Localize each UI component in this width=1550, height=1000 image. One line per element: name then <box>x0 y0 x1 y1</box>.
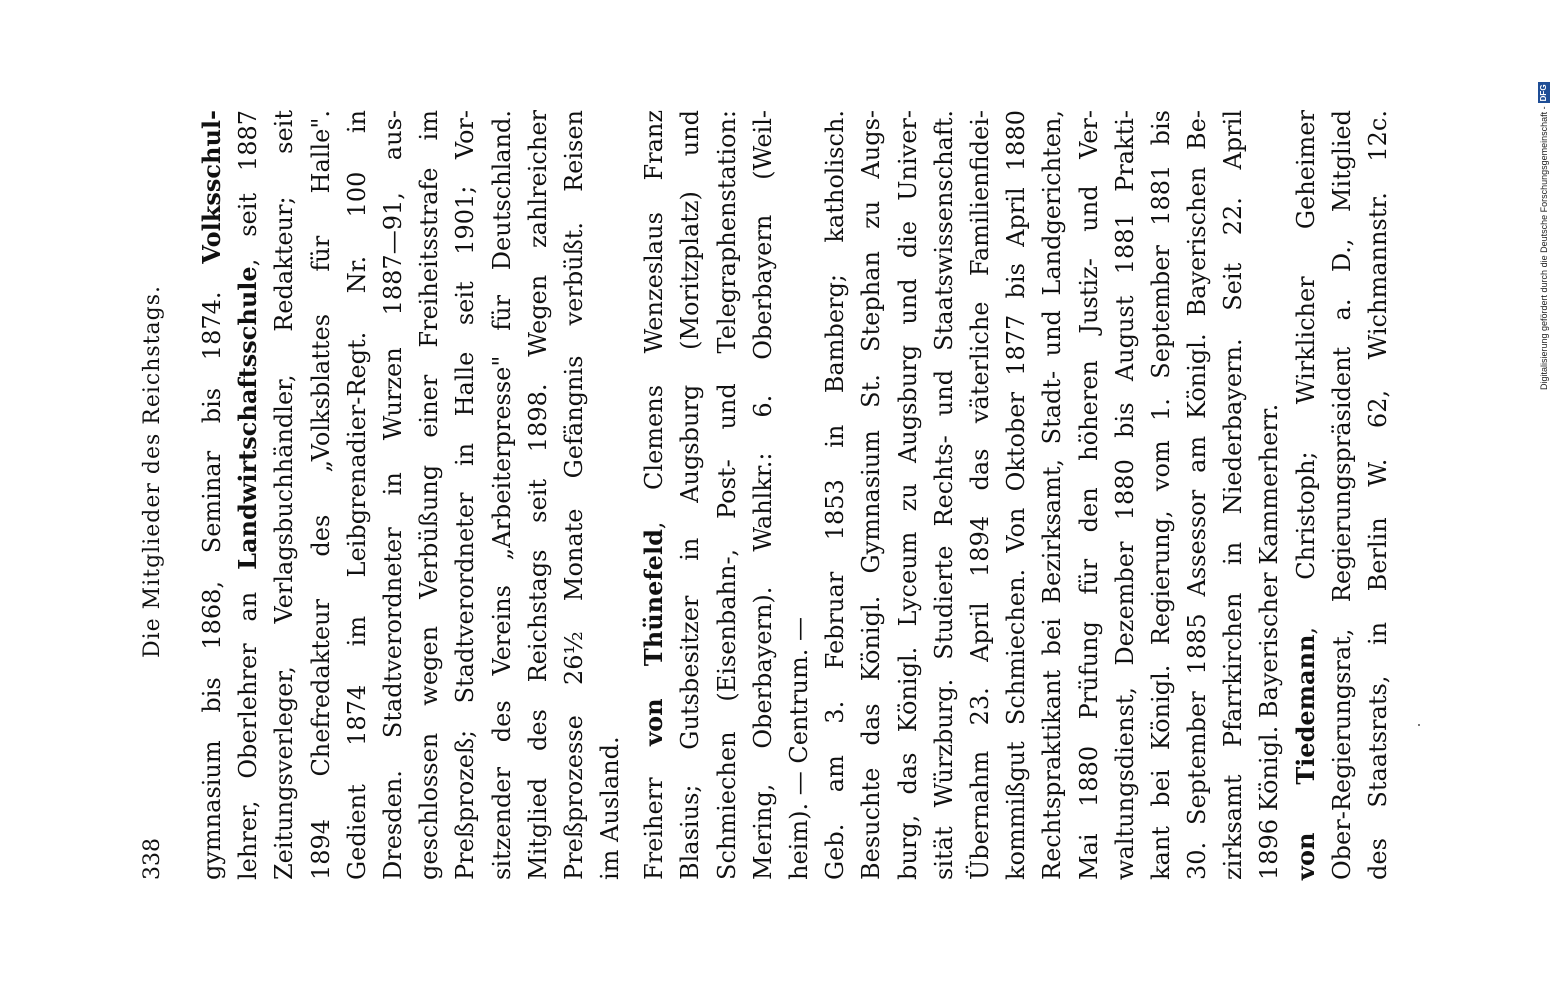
text-segment: , Christoph; Wirklicher Geheimer <box>1291 110 1320 635</box>
text-line <box>1360 110 1396 880</box>
text-segment: kant bei Königl. Regierung, vom 1. September 1881 bis <box>1146 110 1175 880</box>
text-line <box>817 110 853 880</box>
text-line <box>230 110 266 880</box>
bold-name: Landwirtschaftsschule <box>233 266 263 570</box>
text-line <box>339 110 375 880</box>
text-segment: Mai 1880 Prüfung für den höheren Justiz- und Ver- <box>1074 110 1103 880</box>
text-segment: Gedient 1874 im Leibgrenadier-Regt. Nr. 100 in <box>342 110 371 880</box>
text-line <box>962 110 998 880</box>
text-line <box>890 110 926 880</box>
rotated-page <box>140 109 1392 880</box>
margin-speck <box>1418 724 1420 726</box>
text-segment: kommißgut Schmiechen. Von Oktober 1877 bis April 1880 <box>1002 110 1031 880</box>
text-line <box>266 110 302 880</box>
body-text <box>194 110 1396 880</box>
text-line <box>556 110 592 880</box>
text-segment: Geb. am 3. Februar 1853 in Bamberg; katholisch. <box>821 110 850 880</box>
text-line <box>592 110 628 880</box>
text-segment: waltungsdienst, Dezember 1880 bis August 1881 Prakti- <box>1110 110 1139 880</box>
bold-name: von Thünefeld <box>639 529 669 746</box>
paragraph-gap <box>628 110 636 880</box>
text-line <box>672 110 708 880</box>
text-segment: Mitglied des Reichstags seit 1898. Wegen zahlreicher <box>523 110 552 880</box>
text-segment: Besuchte das Königl. Gymnasium St. Stephan zu Augs- <box>857 110 886 880</box>
text-segment: heim). — Centrum. — <box>785 617 813 880</box>
bold-name: von Tiedemann <box>1290 634 1320 880</box>
text-line <box>375 110 411 880</box>
dfg-logo: DFG <box>1539 84 1548 102</box>
text-line <box>853 110 889 880</box>
text-line <box>411 110 447 880</box>
page-number: 338 <box>140 838 165 880</box>
text-segment: , Clemens Wenzeslaus Franz <box>640 110 669 530</box>
text-segment: sitzender des Vereins „Arbeiterpresse" für Deutschland. <box>487 110 516 880</box>
text-segment: Zeitungsverleger, Verlagsbuchhändler, Redakteur; seit <box>270 110 299 880</box>
text-segment: Ober-Regierungsrat, Regierungspräsident a. D., Mitglied <box>1327 110 1356 880</box>
page-header <box>140 110 172 880</box>
text-line <box>926 110 962 880</box>
running-title: Die Mitglieder des Reichstags. <box>140 285 165 658</box>
text-segment: Schmiechen (Eisenbahn-, Post- und Telegraphenstation: <box>712 110 741 880</box>
text-segment: Rechtspraktikant bei Bezirksamt, Stadt- und Landgerichten, <box>1038 110 1067 880</box>
digitization-note-text: Digitalisierung gefördert durch die Deutsche Forschungsgemeinschaft - <box>1539 106 1549 390</box>
text-segment: Dresden. Stadtverordneter in Wurzen 1887—91, aus- <box>378 110 407 880</box>
text-segment: zirksamt Pfarrkirchen in Niederbayern. Seit 22. April <box>1219 110 1248 880</box>
text-segment: 1894 Chefredakteur des „Volksblattes für Halle". <box>306 110 335 880</box>
text-line <box>447 110 483 880</box>
text-line <box>1179 110 1215 880</box>
text-line <box>1324 110 1360 880</box>
text-line <box>1071 110 1107 880</box>
text-line <box>1215 110 1251 880</box>
text-segment: 30. September 1885 Assessor am Königl. Bayerischen Be- <box>1183 110 1212 880</box>
text-segment: lehrer, Oberlehrer an <box>234 569 263 880</box>
text-line <box>636 110 672 880</box>
text-segment: burg, das Königl. Lyceum zu Augsburg und die Univer- <box>893 110 922 880</box>
text-line <box>745 110 781 880</box>
text-line <box>194 110 230 880</box>
text-line <box>484 110 520 880</box>
digitization-note <box>1538 30 1550 390</box>
text-line <box>1107 110 1143 880</box>
text-segment: des Staatsrats, in Berlin W. 62, Wichmannstr. 12c. <box>1364 110 1392 880</box>
text-line <box>520 110 556 880</box>
text-line <box>1251 110 1287 880</box>
text-line <box>1288 110 1324 880</box>
text-line <box>998 110 1034 880</box>
text-segment: Übernahm 23. April 1894 das väterliche Familienfidei- <box>965 110 994 880</box>
text-segment: gymnasium bis 1868, Seminar bis 1874. <box>198 263 226 880</box>
text-line <box>303 110 339 880</box>
text-segment: Preßprozeß; Stadtverordneter in Halle seit 1901; Vor- <box>451 110 480 880</box>
text-segment: Blasius; Gutsbesitzer in Augsburg (Moritzplatz) und <box>676 110 705 880</box>
text-line <box>1143 110 1179 880</box>
text-segment: Preßprozesse 26½ Monate Gefängnis verbüßt. Reisen <box>559 110 588 880</box>
text-segment: , seit 1887 <box>234 109 263 267</box>
text-segment: im Ausland. <box>596 736 625 880</box>
text-segment: geschlossen wegen Verbüßung einer Freiheitsstrafe im <box>415 110 444 880</box>
text-segment: sität Würzburg. Studierte Rechts- und Staatswissenschaft. <box>929 110 958 880</box>
text-line <box>1034 110 1070 880</box>
text-line <box>781 110 817 880</box>
text-line <box>709 110 745 880</box>
text-segment: 1896 Königl. Bayerischer Kammerherr. <box>1255 403 1284 880</box>
bold-name: Volksschul- <box>197 110 226 264</box>
text-segment: Mering, Oberbayern). Wahlkr.: 6. Oberbayern (Weil- <box>748 110 777 880</box>
text-segment: Freiherr <box>640 745 669 880</box>
